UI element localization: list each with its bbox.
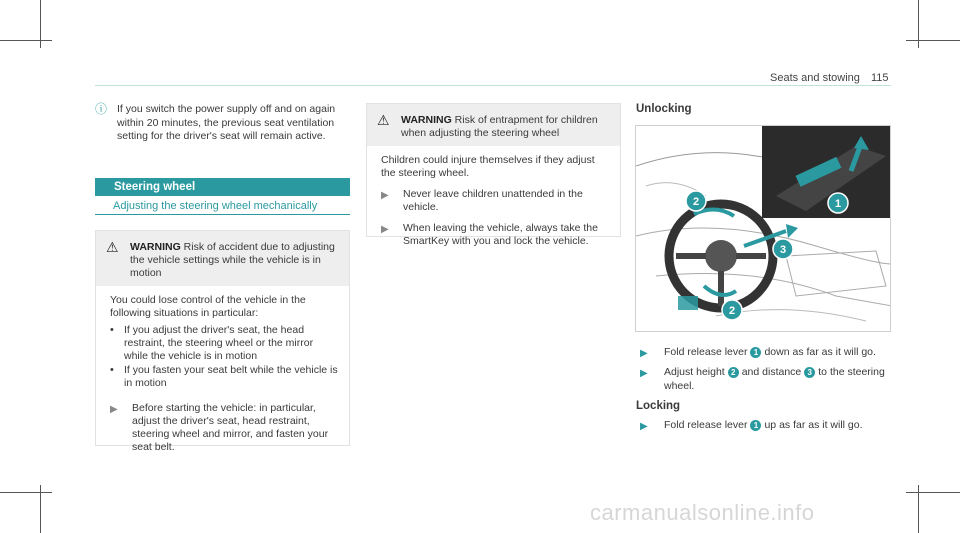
callout-1 [828, 193, 848, 213]
header-section: Seats and stowing [770, 72, 860, 84]
warning-triangle-icon: ⚠ [106, 239, 119, 255]
callout-badge: 1 [750, 347, 761, 358]
warning-label: WARNING [401, 114, 452, 126]
watermark: carmanualsonline.info [590, 500, 815, 525]
step-arrow-icon: ▶ [640, 421, 648, 432]
unlock-step-2: ▶ Adjust height 2 and distance 3 to the steering wheel. [640, 366, 885, 392]
warning-body: Children could injure themselves if they adjust the steering wheel. [381, 154, 595, 179]
unlocking-heading: Unlocking [636, 103, 692, 115]
warning-box-entrapment [366, 103, 621, 247]
subheading: Adjusting the steering wheel mechanically [95, 200, 350, 215]
callout-badge: 2 [728, 367, 739, 378]
svg-text:3: 3 [779, 244, 787, 256]
crop-mark [906, 492, 960, 493]
steering-wheel-illustration [635, 125, 891, 332]
warning-title: Risk of accident due to adjusting the vehicle settings while the vehicle is in motion [130, 241, 335, 279]
svg-text:1: 1 [834, 198, 842, 210]
callout-3 [773, 239, 793, 259]
locking-heading: Locking [636, 400, 681, 412]
header-rule [95, 85, 891, 86]
warning-title: Risk of entrapment for children when adjusting the steering wheel [401, 114, 598, 139]
note-text: If you switch the power supply off and on again within 20 minutes, the previous seat ventilation setting for the driver's seat will remain active. [117, 103, 336, 142]
list-item: • If you adjust the driver's seat, the head restraint, the steering wheel or the mirror while the vehicle is in motion [110, 324, 314, 362]
step-arrow-icon: ▶ [381, 190, 389, 201]
warning-body: You could lose control of the vehicle in the following situations in particular: [110, 294, 306, 319]
svg-text:2: 2 [692, 196, 700, 208]
list-item: • If you fasten your seat belt while the vehicle is in motion [110, 364, 338, 389]
page-number: 115 [870, 72, 889, 84]
svg-text:2: 2 [728, 305, 736, 317]
warning-label: WARNING [130, 241, 181, 253]
crop-mark [0, 492, 52, 493]
callout-2-bottom [722, 300, 742, 320]
callout-2 [686, 191, 706, 211]
instruction-step: ▶ Before starting the vehicle: in particular, adjust the driver's seat, head restraint, steering wheel and mirror, and fasten your seat belt. [110, 402, 329, 453]
lock-step-1: ▶ Fold release lever 1 up as far as it will go. [640, 419, 863, 432]
crop-mark [906, 40, 960, 41]
section-title: Steering wheel [95, 178, 350, 196]
callout-badge: 1 [750, 420, 761, 431]
warning-triangle-icon: ⚠ [377, 112, 390, 128]
step-arrow-icon: ▶ [640, 368, 648, 379]
instruction-step: ▶ Never leave children unattended in the vehicle. [381, 188, 583, 213]
unlock-step-1: ▶ Fold release lever 1 down as far as it will go. [640, 346, 876, 359]
running-header [770, 72, 889, 84]
step-arrow-icon: ▶ [640, 348, 648, 359]
info-note [95, 103, 350, 144]
info-icon: ⓘ [95, 102, 108, 116]
illustration-svg [636, 126, 891, 332]
callout-badge: 3 [804, 367, 815, 378]
bullet-icon: • [110, 324, 114, 336]
crop-mark [0, 40, 52, 41]
warning-box-accident [95, 230, 350, 453]
instruction-step: ▶ When leaving the vehicle, always take the SmartKey with you and lock the vehicle. [381, 222, 598, 247]
step-arrow-icon: ▶ [381, 224, 389, 235]
bullet-icon: • [110, 364, 114, 376]
step-arrow-icon: ▶ [110, 404, 118, 415]
